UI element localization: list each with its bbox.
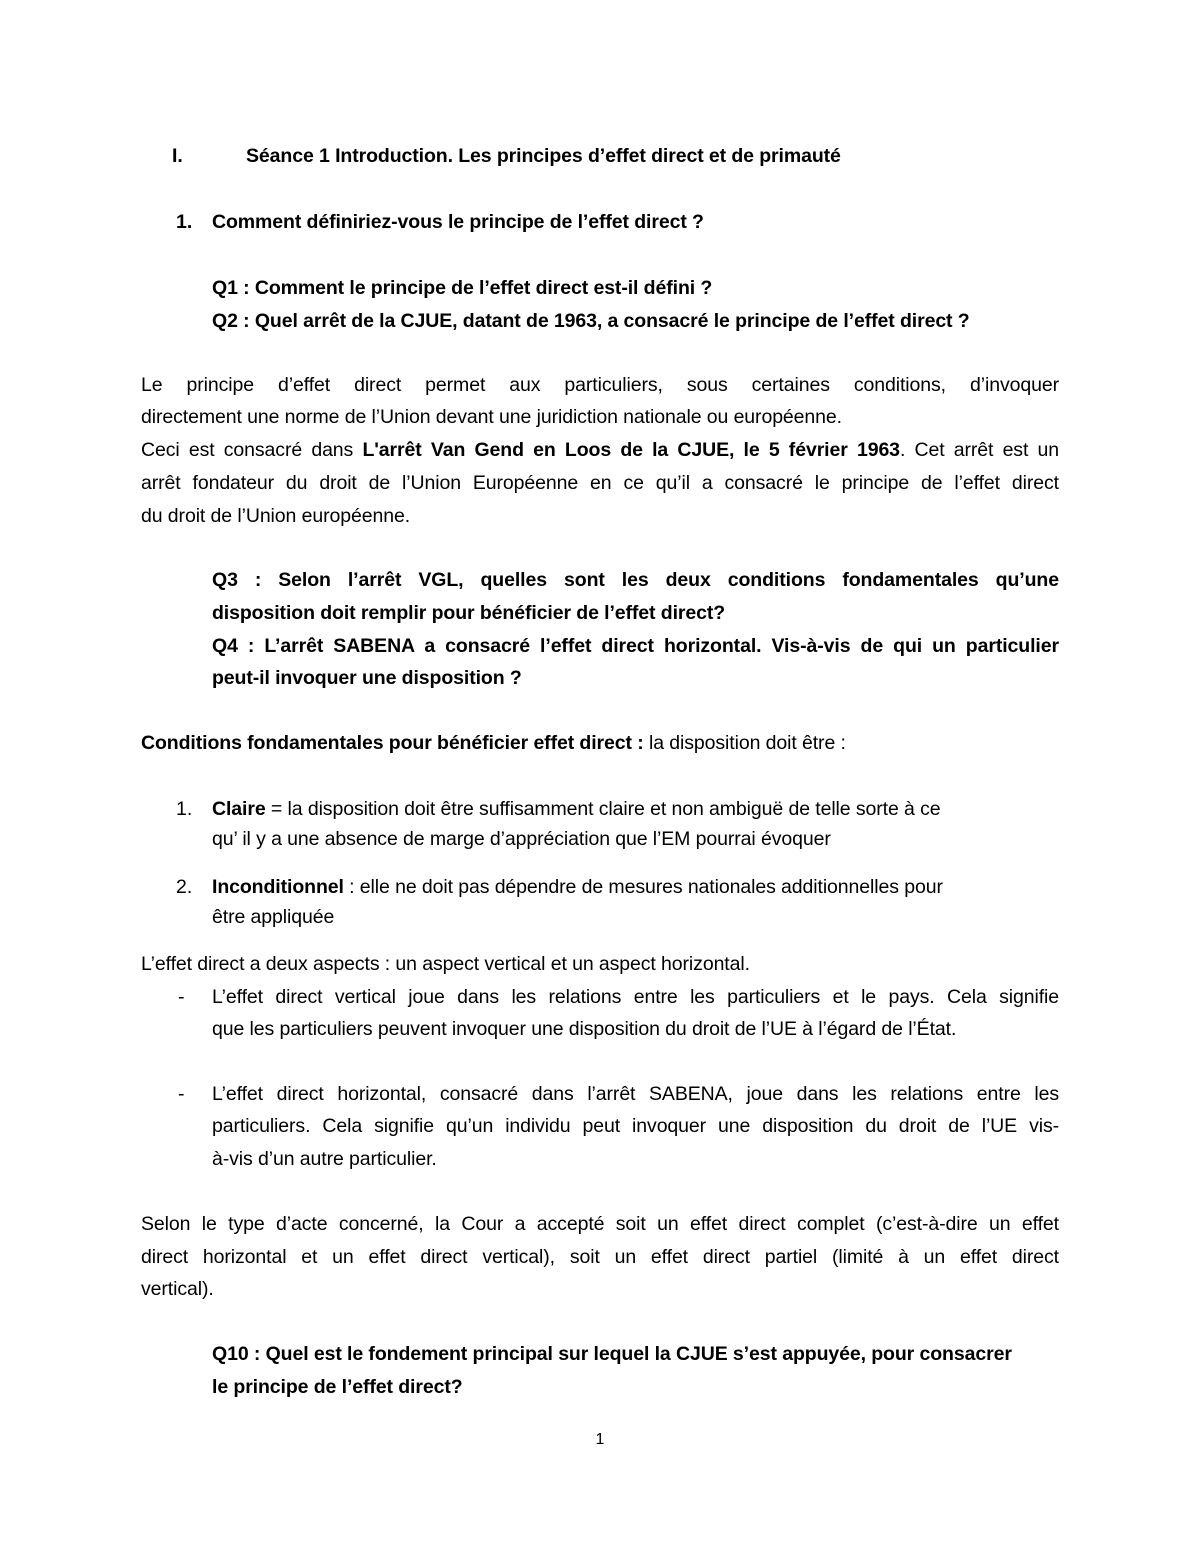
bullet-1-line1: L’effet direct vertical joue dans les relations entre les particuliers et le pays. Cela signifie [212, 986, 1059, 1008]
q1-question: Q1 : Comment le principe de l’effet direct est-il défini ? [212, 277, 713, 299]
aspects-sentence: L’effet direct a deux aspects : un aspect vertical et un aspect horizontal. [141, 953, 750, 975]
para1-line3 [141, 434, 1059, 466]
question-1-text: Comment définiriez-vous le principe de l’effet direct ? [212, 211, 704, 233]
condition-2-line2: être appliquée [212, 906, 335, 928]
bullet-2-line3: à-vis d’un autre particulier. [212, 1148, 437, 1170]
para2-line3: vertical). [141, 1278, 214, 1300]
condition-1-line1 [212, 793, 940, 825]
q4-question-line1: Q4 : L’arrêt SABENA a consacré l’effet direct horizontal. Vis-à-vis de qui un particulier [212, 635, 1059, 657]
heading-title: Séance 1 Introduction. Les principes d’effet direct et de primauté [246, 145, 841, 167]
para1-line1: Le principe d’effet direct permet aux particuliers, sous certaines conditions, d’invoquer [141, 374, 1059, 396]
q2-question: Q2 : Quel arrêt de la CJUE, datant de 1963, a consacré le principe de l’effet direct ? [212, 310, 970, 332]
bullet-1-line2: que les particuliers peuvent invoquer une disposition du droit de l’UE à l’égard de l’État. [212, 1018, 957, 1040]
conditions-heading-bold: Conditions fondamentales pour bénéficier effet direct : [141, 732, 644, 754]
q3-question-line2: disposition doit remplir pour bénéficier de l’effet direct? [212, 602, 726, 624]
condition-2-definition: : elle ne doit pas dépendre de mesures nationales additionnelles pour [343, 876, 943, 898]
condition-2-number: 2. [176, 876, 193, 898]
para1-line4: arrêt fondateur du droit de l’Union Européenne en ce qu’il a consacré le principe de l’effet direct [141, 472, 1059, 494]
para2-line1: Selon le type d’acte concerné, la Cour a accepté soit un effet direct complet (c’est-à-dire un effet [141, 1213, 1059, 1235]
conditions-heading-rest: la disposition doit être : [643, 732, 846, 754]
q4-question-line2: peut-il invoquer une disposition ? [212, 667, 522, 689]
condition-1-term: Claire [212, 798, 266, 820]
question-1-number: 1. [176, 211, 193, 233]
condition-2-line1 [212, 871, 943, 903]
condition-1-definition: = la disposition doit être suffisamment claire et non ambiguë de telle sorte à ce [265, 798, 941, 820]
condition-1-number: 1. [176, 798, 193, 820]
van-gend-en-loos-ruling: L'arrêt Van Gend en Loos de la CJUE, le 5 février 1963 [362, 439, 900, 461]
q10-question-line2: le principe de l’effet direct? [212, 1376, 463, 1398]
bullet-2-line2: particuliers. Cela signifie qu’un individu peut invoquer une disposition du droit de l’UE vis- [212, 1115, 1059, 1137]
heading-roman-numeral: I. [172, 145, 183, 167]
bullet-2-dash: - [178, 1083, 185, 1105]
bullet-2-line1: L’effet direct horizontal, consacré dans l’arrêt SABENA, joue dans les relations entre les [212, 1083, 1059, 1105]
q3-question-line1: Q3 : Selon l’arrêt VGL, quelles sont les deux conditions fondamentales qu’une [212, 569, 1059, 591]
bullet-1-dash: - [178, 986, 185, 1008]
page-number: 1 [595, 1431, 605, 1448]
para1-line3-end: . Cet arrêt est un [899, 439, 1059, 461]
condition-2-term: Inconditionnel [212, 876, 344, 898]
conditions-heading [141, 727, 846, 759]
para2-line2: direct horizontal et un effet direct vertical), soit un effet direct partiel (limité à un effet direct [141, 1246, 1059, 1268]
q10-question-line1: Q10 : Quel est le fondement principal sur lequel la CJUE s’est appuyée, pour consacrer [212, 1343, 1012, 1365]
para1-line5: du droit de l’Union européenne. [141, 505, 411, 527]
para1-line3-start: Ceci est consacré dans [141, 439, 363, 461]
condition-1-line2: qu’ il y a une absence de marge d’appréciation que l’EM pourrai évoquer [212, 828, 831, 850]
para1-line2: directement une norme de l’Union devant une juridiction nationale ou européenne. [141, 406, 842, 428]
